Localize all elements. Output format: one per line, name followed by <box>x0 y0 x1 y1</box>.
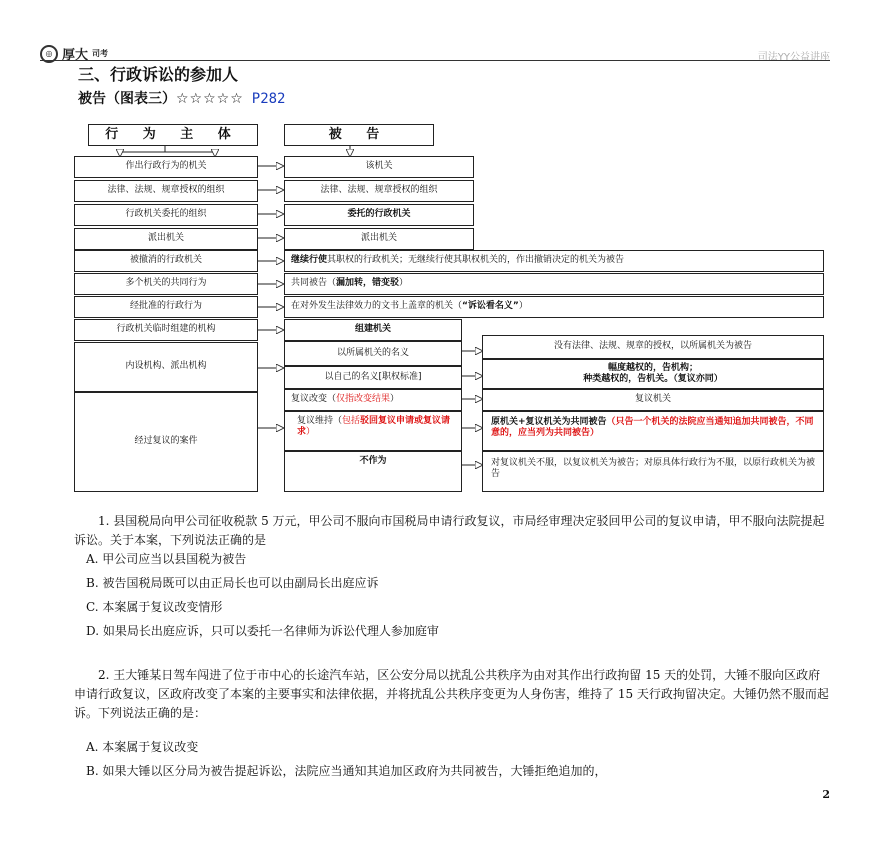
defendant-row-9a: 以所属机关的名义 <box>284 341 462 366</box>
defendant-row-10a <box>284 389 462 411</box>
defendant-row-10c: 不作为 <box>284 451 462 492</box>
row10b-post: ） <box>306 427 316 438</box>
defendant-row-2: 法律、法规、规章授权的组织 <box>284 180 474 202</box>
detail-row-9b <box>482 359 824 389</box>
detail-9b-line1: 幅度越权的，告机构； <box>607 362 698 373</box>
subject-row-4: 派出机关 <box>74 228 258 250</box>
defendant-row-6 <box>284 273 824 295</box>
logo-sub: 司考 <box>92 48 109 58</box>
question-1-option-d: D. 如果局长出庭应诉，只可以委托一名律师为诉讼代理人参加庭审 <box>86 624 439 638</box>
logo-ring-icon: ◎ <box>40 45 58 63</box>
row10a-pre: 复议改变（ <box>291 394 337 405</box>
defendant-row-3: 委托的行政机关 <box>284 204 474 226</box>
question-2-option-a: A. 本案属于复议改变 <box>86 740 199 754</box>
subject-row-9: 内设机构、派出机构 <box>74 342 258 392</box>
row5-rest: 其职权的行政机关；无继续行使其职权机关的，作出撤销决定的机关为被告 <box>327 255 625 266</box>
subject-row-2: 法律、法规、规章授权的组织 <box>74 180 258 202</box>
question-2-stem: 2. 王大锤某日驾车闯进了位于市中心的长途汽车站，区公安分局以扰乱公共秩序为由对其作出行政拘留 15 天的处罚，大锤不服向区政府申请行政复议，区政府改变了本案的主要事实和法律依据，并将扰乱公共秩序变更为人身伤害，维持了 15 天行政拘留决定。大锤仍然不服而起诉。下列说法正确的是： <box>74 668 829 720</box>
row10a-post: ） <box>390 394 400 405</box>
detail-row-9a: 没有法律、法规、规章的授权，以所属机关为被告 <box>482 335 824 359</box>
detail-9b-line2: 种类越权的，告机关。（复议亦同） <box>583 374 723 384</box>
row10b-red: 包括 <box>342 416 361 426</box>
subject-row-7: 经批准的行政行为 <box>74 296 258 318</box>
defendant-row-5 <box>284 250 824 272</box>
defendant-row-4: 派出机关 <box>284 228 474 250</box>
defendant-row-7 <box>284 296 824 318</box>
question-1-option-c: C. 本案属于复议改变情形 <box>86 600 223 614</box>
subject-row-5: 被撤消的行政机关 <box>74 250 258 272</box>
subject-row-3: 行政机关委托的组织 <box>74 204 258 226</box>
row5-bold: 继续行使 <box>291 255 328 266</box>
subject-row-10: 经过复议的案件 <box>74 392 258 492</box>
subtitle-text: 被告（图表三） <box>78 91 176 107</box>
row10b-pre: 复议维持（ <box>297 416 343 426</box>
page-reference: P282 <box>251 91 286 107</box>
defendant-row-10b <box>284 411 462 451</box>
row10b-bold: 驳回复议申请或复议请求 <box>297 416 451 438</box>
subject-row-1: 作出行政行为的机关 <box>74 156 258 178</box>
row6-pre: 共同被告（ <box>291 278 337 289</box>
star-rating: ☆☆☆☆☆ <box>176 91 244 107</box>
detail-row-10a: 复议机关 <box>482 389 824 411</box>
row6-bold: 漏加转，错变驳 <box>336 278 400 289</box>
subject-row-6: 多个机关的共同行为 <box>74 273 258 295</box>
right-column-header: 被 告 <box>284 124 434 146</box>
defendant-row-1: 该机关 <box>284 156 474 178</box>
question-1-option-a: A. 甲公司应当以县国税为被告 <box>86 552 247 566</box>
section-title: 三、行政诉讼的参加人 <box>78 65 239 84</box>
row7-pre: 在对外发生法律效力的文书上盖章的机关（ <box>291 301 463 312</box>
row7-bold: “诉讼看名义” <box>462 301 519 312</box>
detail-row-10b <box>482 411 824 451</box>
logo-text: 厚大 <box>62 48 89 63</box>
row10a-red: 仅指改变结果 <box>336 394 391 405</box>
detail-10b-red: （只告一个机关的法院应当通知追加共同被告，不同意的，应当列为共同被告） <box>491 417 814 439</box>
defendant-row-8: 组建机关 <box>284 319 462 341</box>
defendant-row-9b: 以自己的名义[职权标准] <box>284 366 462 389</box>
detail-10b-bold: 原机关+复议机关为共同被告 <box>491 417 607 427</box>
question-2-option-b: B. 如果大锤以区分局为被告提起诉讼，法院应当通知其追加区政府为共同被告，大锤拒绝追加的， <box>86 764 607 778</box>
question-1-stem: 1. 县国税局向甲公司征收税款 5 万元，甲公司不服向市国税局申请行政复议，市局经审理决定驳回甲公司的复议申请，甲不服向法院提起诉讼。关于本案，下列说法正确的是 <box>74 514 825 547</box>
question-1-option-b: B. 被告国税局既可以由正局长也可以由副局长出庭应诉 <box>86 576 379 590</box>
header-right-text: 司法YY公益讲座 <box>757 52 830 63</box>
detail-row-10c: 对复议机关不服，以复议机关为被告；对原具体行政行为不服，以原行政机关为被告 <box>482 451 824 492</box>
left-column-header: 行 为 主 体 <box>88 124 258 146</box>
row7-post: ） <box>518 301 528 312</box>
subject-row-8: 行政机关临时组建的机构 <box>74 319 258 341</box>
row6-post: ） <box>399 278 409 289</box>
page-number: 2 <box>822 788 830 801</box>
